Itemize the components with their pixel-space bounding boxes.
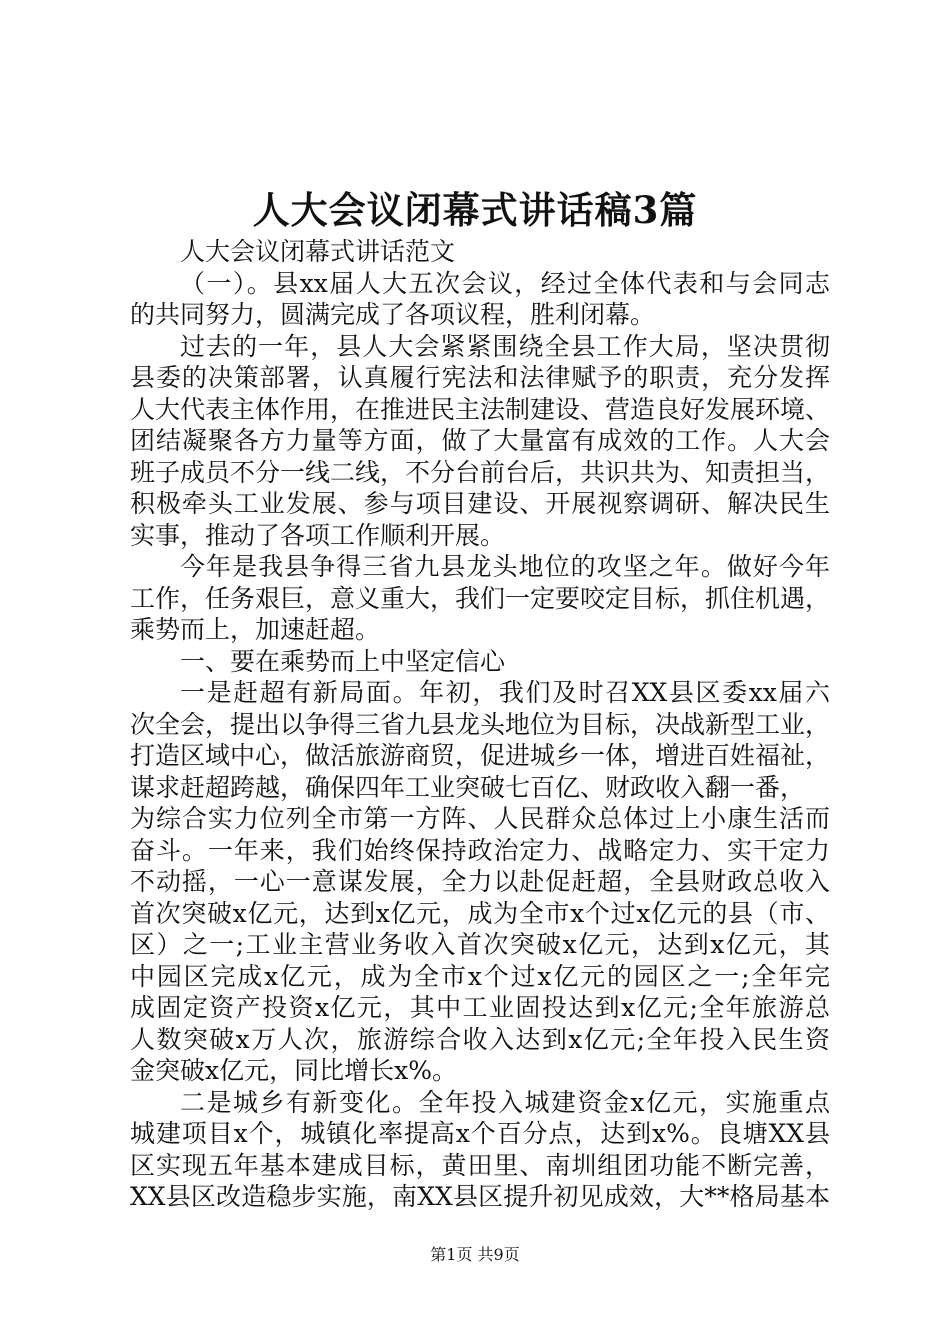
paragraph-line: 打造区域中心，做活旅游商贸，促进城乡一体，增进百姓福祉， bbox=[130, 741, 831, 770]
paragraph-line: 首次突破x亿元，达到x亿元，成为全市x个过x亿元的县（市、 bbox=[130, 898, 830, 928]
paragraph-line: 乘势而上，加速赶超。 bbox=[130, 615, 381, 644]
paragraph-line: 人大代表主体作用，在推进民主法制建设、营造良好发展环境、 bbox=[130, 394, 831, 424]
paragraph-line: 二是城乡有新变化。全年投入城建资金x亿元，实施重点 bbox=[180, 1087, 830, 1117]
paragraph-line: 不动摇，一心一意谋发展，全力以赴促赶超，全县财政总收入 bbox=[130, 867, 830, 896]
document-body bbox=[130, 236, 830, 1213]
section-heading: 一、要在乘势而上中坚定信心 bbox=[180, 646, 506, 676]
subtitle-line: 人大会议闭幕式讲话范文 bbox=[180, 237, 456, 266]
paragraph-line: 为综合实力位列全市第一方阵、人民群众总体过上小康生活而 bbox=[130, 804, 830, 833]
paragraph-line: （一）。县xx届人大五次会议，经过全体代表和与会同志 bbox=[180, 268, 830, 298]
paragraph-line: 城建项目x个，城镇化率提高x个百分点，达到x%。良塘XX县 bbox=[130, 1119, 830, 1148]
paragraph-line: 区）之一;工业主营业务收入首次突破x亿元，达到x亿元，其 bbox=[130, 930, 830, 959]
paragraph-line: 过去的一年，县人大会紧紧围绕全县工作大局，坚决贯彻 bbox=[180, 331, 830, 361]
paragraph-line: 奋斗。一年来，我们始终保持政治定力、战略定力、实干定力 bbox=[130, 835, 830, 865]
paragraph-line: 一是赶超有新局面。年初，我们及时召XX县区委xx届六 bbox=[180, 678, 830, 707]
paragraph-line: 中园区完成x亿元，成为全市x个过x亿元的园区之一;全年完 bbox=[130, 961, 830, 991]
paragraph-line: 人数突破x万人次，旅游综合收入达到x亿元;全年投入民生资 bbox=[130, 1024, 830, 1054]
paragraph-line: 金突破x亿元，同比增长x%。 bbox=[130, 1056, 457, 1085]
document-title: 人大会议闭幕式讲话稿3篇 bbox=[252, 188, 698, 232]
paragraph-line: 区实现五年基本建成目标，黄田里、南圳组团功能不断完善， bbox=[130, 1150, 830, 1180]
paragraph-line: 的共同努力，圆满完成了各项议程，胜利闭幕。 bbox=[130, 300, 656, 329]
paragraph-line: 实事，推动了各项工作顺利开展。 bbox=[130, 520, 506, 550]
paragraph-line: 县委的决策部署，认真履行宪法和法律赋予的职责，充分发挥 bbox=[130, 363, 830, 392]
paragraph-line: 次全会，提出以争得三省九县龙头地位为目标，决战新型工业， bbox=[130, 709, 831, 739]
paragraph-line: XX县区改造稳步实施，南XX县区提升初见成效，大**格局基本 bbox=[130, 1182, 830, 1211]
paragraph-line: 成固定资产投资x亿元，其中工业固投达到x亿元;全年旅游总 bbox=[130, 993, 830, 1022]
paragraph-line: 团结凝聚各方力量等方面，做了大量富有成效的工作。人大会 bbox=[130, 426, 830, 455]
paragraph-line: 班子成员不分一线二线，不分台前台后，共识共为、知责担当， bbox=[130, 457, 831, 487]
page-footer: 第1页 共9页 bbox=[430, 1245, 520, 1264]
paragraph-line: 谋求赶超跨越，确保四年工业突破七百亿、财政收入翻一番， bbox=[130, 772, 806, 802]
paragraph-line: 今年是我县争得三省九县龙头地位的攻坚之年。做好今年 bbox=[180, 552, 830, 581]
paragraph-line: 积极牵头工业发展、参与项目建设、开展视察调研、解决民生 bbox=[130, 489, 830, 518]
paragraph-line: 工作，任务艰巨，意义重大，我们一定要咬定目标，抓住机遇， bbox=[130, 583, 831, 613]
